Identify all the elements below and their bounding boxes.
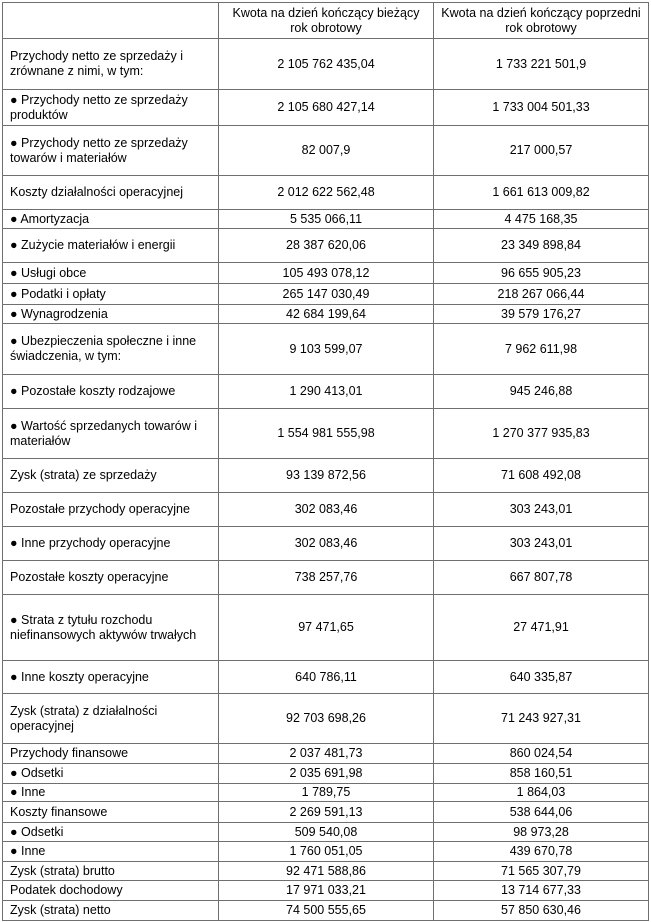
previous-value: 1 733 221 501,9 [434, 39, 649, 90]
table-row [3, 284, 649, 305]
current-value: 97 471,65 [219, 595, 434, 661]
previous-value: 538 644,06 [434, 802, 649, 823]
row-label: ● Wartość sprzedanych towarów i materiałów [3, 409, 219, 459]
previous-value: 439 670,78 [434, 842, 649, 862]
previous-value: 1 864,03 [434, 784, 649, 802]
current-value: 82 007,9 [219, 126, 434, 176]
previous-value: 27 471,91 [434, 595, 649, 661]
current-value: 1 290 413,01 [219, 375, 434, 409]
previous-value: 98 973,28 [434, 823, 649, 842]
current-value: 2 012 622 562,48 [219, 176, 434, 210]
row-label: ● Pozostałe koszty rodzajowe [3, 375, 219, 409]
current-value: 738 257,76 [219, 561, 434, 595]
current-value: 640 786,11 [219, 661, 434, 694]
row-label: ● Ubezpieczenia społeczne i inne świadczenia, w tym: [3, 324, 219, 375]
table-row [3, 176, 649, 210]
table-row [3, 661, 649, 694]
previous-value: 39 579 176,27 [434, 305, 649, 324]
previous-value: 217 000,57 [434, 126, 649, 176]
table-row [3, 881, 649, 901]
table-row [3, 126, 649, 176]
table-row [3, 324, 649, 375]
previous-value: 13 714 677,33 [434, 881, 649, 901]
financial-table [2, 2, 649, 921]
previous-value: 218 267 066,44 [434, 284, 649, 305]
current-value: 2 037 481,73 [219, 744, 434, 764]
table-row [3, 595, 649, 661]
row-label: Koszty działalności operacyjnej [3, 176, 219, 210]
table-row [3, 305, 649, 324]
table-row [3, 784, 649, 802]
row-label: ● Odsetki [3, 823, 219, 842]
row-label: Koszty finansowe [3, 802, 219, 823]
table-row [3, 90, 649, 126]
current-value: 92 703 698,26 [219, 694, 434, 744]
current-value: 17 971 033,21 [219, 881, 434, 901]
previous-value: 71 608 492,08 [434, 459, 649, 493]
previous-value: 945 246,88 [434, 375, 649, 409]
table-row [3, 375, 649, 409]
row-label: ● Wynagrodzenia [3, 305, 219, 324]
table-row [3, 459, 649, 493]
current-value: 265 147 030,49 [219, 284, 434, 305]
row-label: Zysk (strata) netto [3, 901, 219, 921]
current-value: 93 139 872,56 [219, 459, 434, 493]
row-label: Zysk (strata) z działalności operacyjnej [3, 694, 219, 744]
previous-value: 7 962 611,98 [434, 324, 649, 375]
current-value: 42 684 199,64 [219, 305, 434, 324]
current-value: 2 035 691,98 [219, 764, 434, 784]
table-row [3, 493, 649, 527]
previous-value: 23 349 898,84 [434, 229, 649, 263]
table-row [3, 561, 649, 595]
row-label: ● Amortyzacja [3, 210, 219, 229]
table-row [3, 229, 649, 263]
current-value: 9 103 599,07 [219, 324, 434, 375]
row-label: ● Odsetki [3, 764, 219, 784]
previous-value: 640 335,87 [434, 661, 649, 694]
table-row [3, 842, 649, 862]
previous-value: 858 160,51 [434, 764, 649, 784]
table-row [3, 744, 649, 764]
header-empty-cell [3, 3, 219, 39]
row-label: Przychody netto ze sprzedaży i zrównane z nimi, w tym: [3, 39, 219, 90]
row-label: ● Strata z tytułu rozchodu niefinansowych aktywów trwałych [3, 595, 219, 661]
row-label: ● Przychody netto ze sprzedaży towarów i materiałów [3, 126, 219, 176]
previous-value: 57 850 630,46 [434, 901, 649, 921]
current-value: 2 105 680 427,14 [219, 90, 434, 126]
row-label: ● Przychody netto ze sprzedaży produktów [3, 90, 219, 126]
row-label: Zysk (strata) brutto [3, 862, 219, 881]
current-value: 509 540,08 [219, 823, 434, 842]
previous-value: 4 475 168,35 [434, 210, 649, 229]
current-value: 74 500 555,65 [219, 901, 434, 921]
row-label: ● Inne [3, 842, 219, 862]
header-row [3, 3, 649, 39]
row-label: ● Inne koszty operacyjne [3, 661, 219, 694]
previous-value: 860 024,54 [434, 744, 649, 764]
previous-value: 1 733 004 501,33 [434, 90, 649, 126]
previous-value: 71 565 307,79 [434, 862, 649, 881]
row-label: ● Zużycie materiałów i energii [3, 229, 219, 263]
previous-value: 667 807,78 [434, 561, 649, 595]
table-row [3, 764, 649, 784]
current-value: 105 493 078,12 [219, 263, 434, 284]
current-value: 1 554 981 555,98 [219, 409, 434, 459]
current-value: 1 789,75 [219, 784, 434, 802]
table-row [3, 263, 649, 284]
previous-value: 303 243,01 [434, 493, 649, 527]
table-row [3, 694, 649, 744]
current-value: 92 471 588,86 [219, 862, 434, 881]
row-label: ● Inne przychody operacyjne [3, 527, 219, 561]
table-row [3, 802, 649, 823]
row-label: Pozostałe koszty operacyjne [3, 561, 219, 595]
current-value: 2 269 591,13 [219, 802, 434, 823]
previous-value: 71 243 927,31 [434, 694, 649, 744]
previous-value: 96 655 905,23 [434, 263, 649, 284]
current-value: 1 760 051,05 [219, 842, 434, 862]
current-value: 302 083,46 [219, 527, 434, 561]
previous-value: 303 243,01 [434, 527, 649, 561]
row-label: ● Podatki i opłaty [3, 284, 219, 305]
current-value: 2 105 762 435,04 [219, 39, 434, 90]
table-row [3, 409, 649, 459]
current-value: 5 535 066,11 [219, 210, 434, 229]
table-row [3, 823, 649, 842]
row-label: ● Inne [3, 784, 219, 802]
row-label: ● Usługi obce [3, 263, 219, 284]
row-label: Podatek dochodowy [3, 881, 219, 901]
table-row [3, 862, 649, 881]
row-label: Przychody finansowe [3, 744, 219, 764]
table-row [3, 527, 649, 561]
current-value: 28 387 620,06 [219, 229, 434, 263]
previous-value: 1 270 377 935,83 [434, 409, 649, 459]
table-row [3, 210, 649, 229]
current-value: 302 083,46 [219, 493, 434, 527]
table-row [3, 39, 649, 90]
row-label: Pozostałe przychody operacyjne [3, 493, 219, 527]
row-label: Zysk (strata) ze sprzedaży [3, 459, 219, 493]
header-current-year: Kwota na dzień kończący bieżący rok obrotowy [219, 3, 434, 39]
header-previous-year: Kwota na dzień kończący poprzedni rok obrotowy [434, 3, 649, 39]
table-row [3, 901, 649, 921]
previous-value: 1 661 613 009,82 [434, 176, 649, 210]
